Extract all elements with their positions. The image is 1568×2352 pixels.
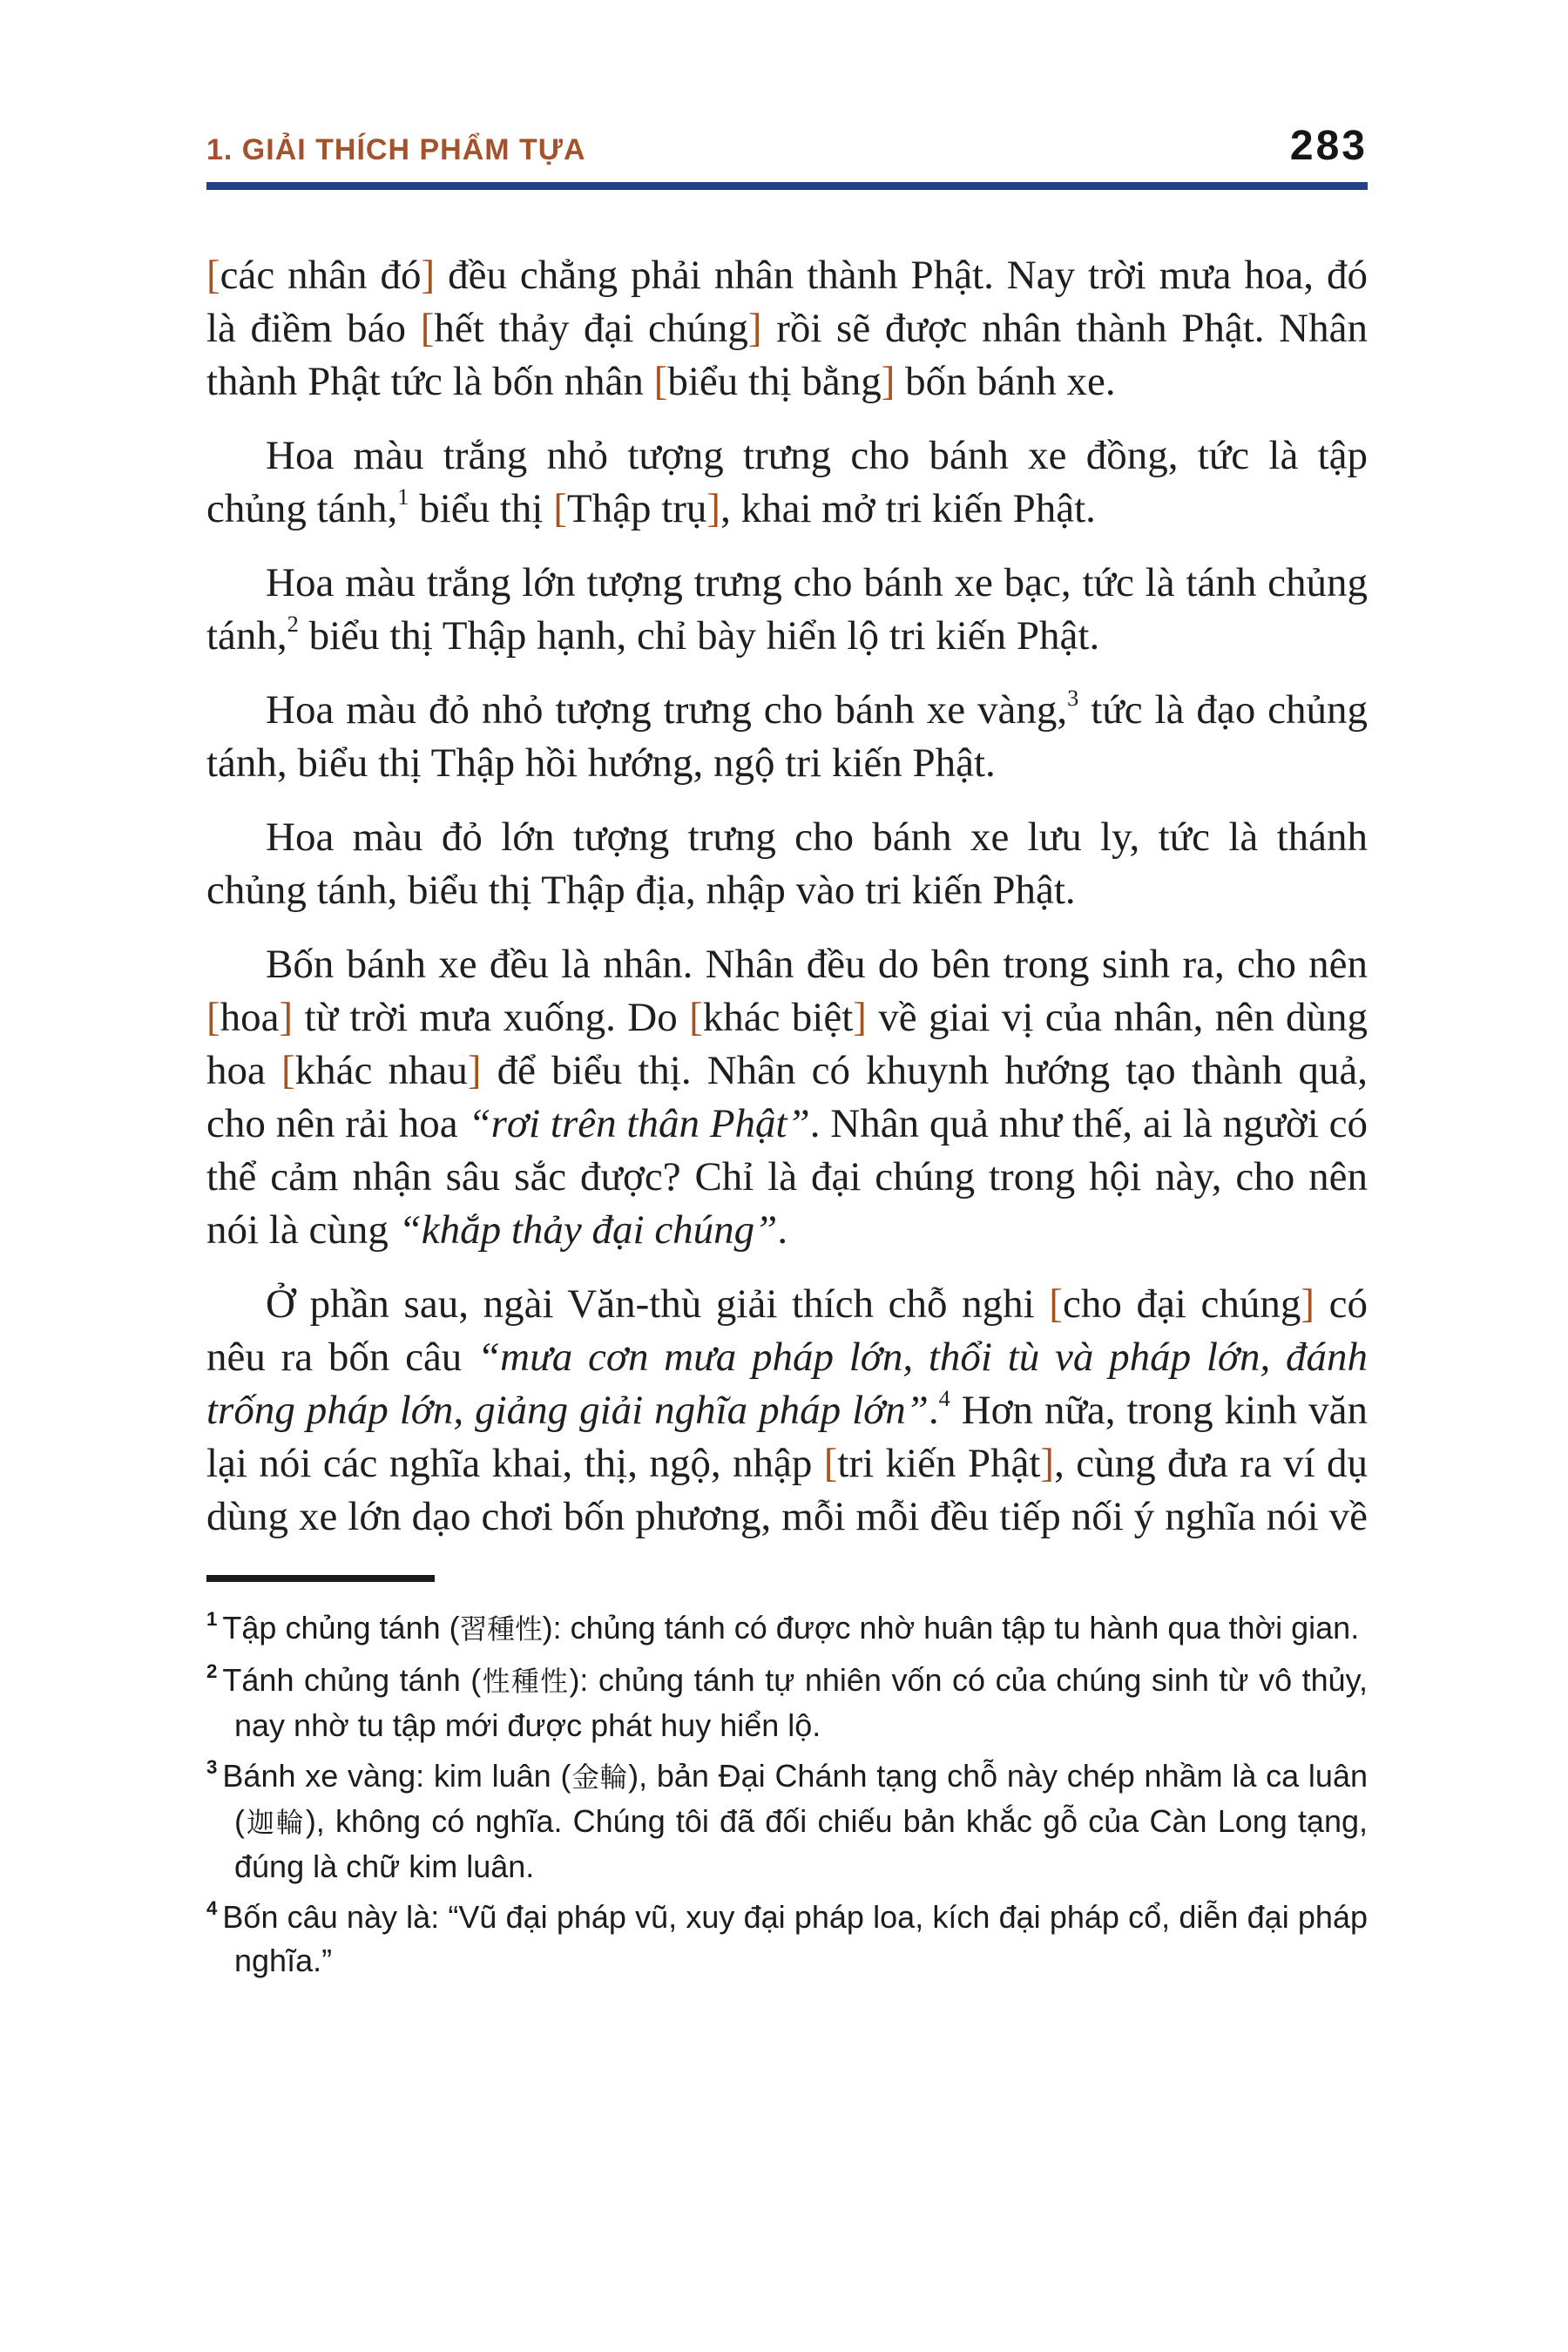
running-title: 1. GIẢI THÍCH PHẨM TỰA xyxy=(206,133,586,166)
bracket-open: [ xyxy=(206,253,220,298)
bracket-open: [ xyxy=(206,995,220,1040)
footnote-marker: 3 xyxy=(206,1755,218,1778)
footnote-reference: 4 xyxy=(938,1386,950,1412)
footnote-reference: 1 xyxy=(397,484,409,510)
bracket-close: ] xyxy=(279,995,294,1040)
paragraph: Hoa màu đỏ nhỏ tượng trưng cho bánh xe vàng,$^3$ tức là đạo chủng tánh, biểu thị Thập hồi hướng, ngộ tri kiến Phật. xyxy=(206,686,1368,786)
bracket-open: [ xyxy=(1049,1281,1063,1327)
bracket-open: [ xyxy=(281,1048,295,1093)
body-text xyxy=(206,249,1368,1544)
footnotes xyxy=(206,1606,1368,1983)
page-header xyxy=(206,122,1368,170)
bracket-open: [ xyxy=(689,995,703,1040)
footnote-marker: 4 xyxy=(206,1896,218,1919)
footnote: $^2$ Tánh chủng tánh (性種性): chủng tánh tự nhiên vốn có của chúng sinh từ vô thủy, nay nhờ tu tập mới được phát huy hiển lộ. xyxy=(206,1659,1369,1743)
paragraph: Bốn bánh xe đều là nhân. Nhân đều do bên trong sinh ra, cho nên [hoa] từ trời mưa xuống. Do [khác biệt] về giai vị của nhân, nên dùng hoa [khác nhau] để biểu thị. Nhân có khuynh hướng tạo thành quả, cho nên rải hoa “rơi trên thân Phật”. Nhân quả như thế, ai là người có thể cảm nhận sâu sắc được? Chỉ là đại chúng trong hội này, cho nên nói là cùng “khắp thảy đại chúng”. xyxy=(206,942,1369,1253)
footnote: $^1$ Tập chủng tánh (習種性): chủng tánh có được nhờ huân tập tu hành qua thời gian. xyxy=(206,1607,1360,1646)
bracket-close: ] xyxy=(421,253,436,298)
chinese-characters: 金輪 xyxy=(571,1762,629,1794)
paragraph: Ở phần sau, ngài Văn-thù giải thích chỗ nghi [cho đại chúng] có nêu ra bốn câu “mưa cơn mưa pháp lớn, thổi tù và pháp lớn, đánh trống pháp lớn, giảng giải nghĩa pháp lớn”.$^4$ Hơn nữa, trong kinh văn lại nói các nghĩa khai, thị, ngộ, nhập [tri kiến Phật], cùng đưa ra ví dụ dùng xe lớn dạo chơi bốn phương, mỗi mỗi đều tiếp nối ý nghĩa nói về xyxy=(206,1281,1369,1539)
page-number: 283 xyxy=(1289,123,1368,169)
bracket-close: ] xyxy=(706,486,721,531)
bracket-close: ] xyxy=(1040,1441,1055,1486)
header-rule xyxy=(206,182,1368,190)
footnote-marker: 2 xyxy=(206,1659,218,1682)
chinese-characters: 性種性 xyxy=(481,1666,570,1698)
paragraph: [các nhân đó] đều chẳng phải nhân thành Phật. Nay trời mưa hoa, đó là điềm báo [hết thảy đại chúng] rồi sẽ được nhân thành Phật. Nhân thành Phật tức là bốn nhân [biểu thị bằng] bốn bánh xe. xyxy=(206,253,1368,404)
bracket-close: ] xyxy=(747,306,762,351)
chinese-characters: 迦輪 xyxy=(245,1808,306,1839)
bracket-open: [ xyxy=(823,1441,838,1486)
bracket-open: [ xyxy=(653,359,668,404)
quoted-italic-text: “khắp thảy đại chúng” xyxy=(398,1207,778,1253)
bracket-close: ] xyxy=(853,995,867,1040)
chinese-characters: 習種性 xyxy=(459,1614,543,1646)
bracket-close: ] xyxy=(881,359,896,404)
paragraph: Hoa màu trắng nhỏ tượng trưng cho bánh xe đồng, tức là tập chủng tánh,$^1$ biểu thị [Thập trụ], khai mở tri kiến Phật. xyxy=(206,433,1368,531)
footnote-reference: 2 xyxy=(287,612,299,638)
footnote-marker: 1 xyxy=(206,1607,218,1630)
bracket-close: ] xyxy=(467,1048,482,1093)
bracket-close: ] xyxy=(1301,1281,1315,1327)
paragraph: Hoa màu trắng lớn tượng trưng cho bánh xe bạc, tức là tánh chủng tánh,$^2$ biểu thị Thập hạnh, chỉ bày hiển lộ tri kiến Phật. xyxy=(206,560,1368,659)
bracket-open: [ xyxy=(420,306,435,351)
footnote: $^3$ Bánh xe vàng: kim luân (金輪), bản Đại Chánh tạng chỗ này chép nhầm là ca luân (迦輪), không có nghĩa. Chúng tôi đã đối chiếu bản khắc gỗ của Càn Long tạng, đúng là chữ kim luân. xyxy=(206,1755,1369,1884)
bracket-open: [ xyxy=(553,486,567,531)
footnote-reference: 3 xyxy=(1067,686,1079,712)
paragraph: Hoa màu đỏ lớn tượng trưng cho bánh xe lưu ly, tức là thánh chủng tánh, biểu thị Thập địa, nhập vào tri kiến Phật. xyxy=(206,814,1368,913)
footnote-separator xyxy=(206,1575,435,1582)
footnote: $^4$ Bốn câu này là: “Vũ đại pháp vũ, xuy đại pháp loa, kích đại pháp cổ, diễn đại pháp nghĩa.” xyxy=(206,1896,1368,1978)
quoted-italic-text: “mưa cơn mưa pháp lớn, thổi tù và pháp lớn, đánh trống pháp lớn, giảng giải nghĩa pháp lớn” xyxy=(206,1335,1368,1433)
quoted-italic-text: “rơi trên thân Phật” xyxy=(468,1101,810,1146)
